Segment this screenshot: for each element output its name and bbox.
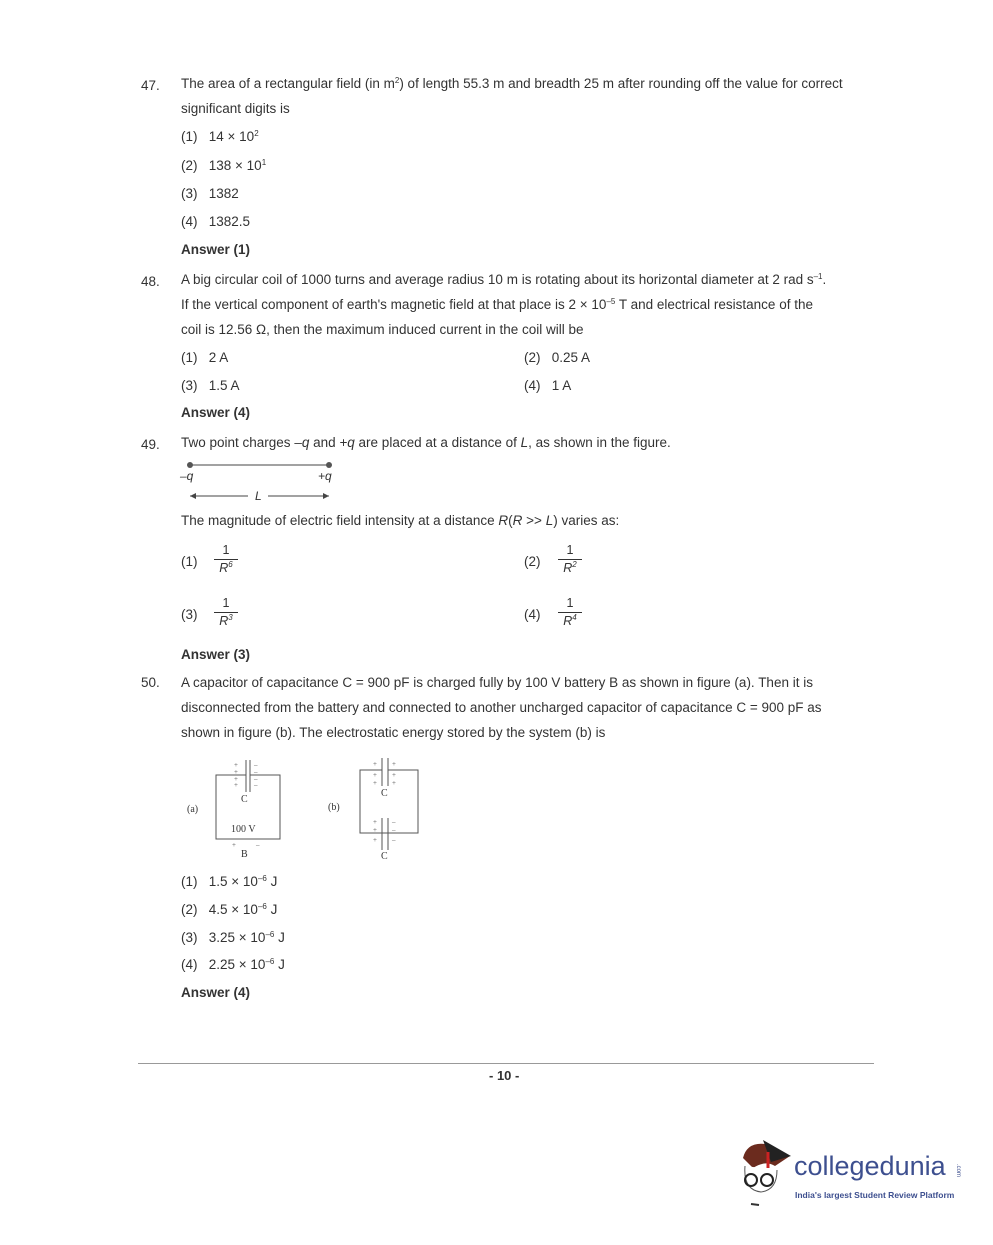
question-text: The magnitude of electric field intensity at a distance R(R >> L) varies as: [181,513,620,528]
capacitor-label: C [241,794,248,805]
option-4: (4) $2.25 \times 10^{-6}$ J [181,957,285,972]
figure-a-label: (a) [187,804,199,815]
capacitor-label: C [381,788,388,799]
question-text: If the vertical component of earth's magnetic field at that place is $2 \times 10^{-5}$ T and electrical resistance of the [181,297,813,312]
fraction-1: $\frac{1}{R^6}$ [214,543,238,575]
option-2: (2) $4.5 \times 10^{-6}$ J [181,902,278,917]
svg-text:+: + [392,771,396,779]
svg-text:–: – [254,781,258,789]
svg-text:–: – [392,826,396,834]
question-text: The area of a rectangular field (in $m^2$) of length 55.3 m and breadth 25 m after rounding off the value for correct [181,76,843,91]
logo-wordmark: collegedunia [794,1151,946,1181]
logo-tagline: India's largest Student Review Platform [795,1190,955,1200]
option-2: (2) [524,554,541,569]
svg-text:+: + [373,771,377,779]
svg-text:+: + [373,826,377,834]
fraction-4: $\frac{1}{R^4}$ [558,596,582,628]
question-number: 47. [141,78,160,93]
capacitor-label: C [381,851,388,862]
answer: Answer (4) [181,405,251,420]
answer: Answer (4) [181,985,251,1000]
option-4: (4) 1382.5 [181,214,251,229]
option-2: (2) $138 \times 10^1$ [181,158,267,173]
question-text: Two point charges –q and +q are placed at a distance of L, as shown in the figure. [181,435,671,450]
svg-text:+: + [234,775,238,783]
svg-text:+: + [373,779,377,787]
question-text: A capacitor of capacitance C = 900 pF is charged fully by 100 V battery B as shown in figure (a). Then it is [181,675,813,690]
answer: Answer (1) [181,242,251,257]
footer-divider [138,1063,874,1064]
voltage-label: 100 V [231,824,256,835]
capacitor-circuit-figure [170,750,440,865]
question-text: shown in figure (b). The electrostatic energy stored by the system (b) is [181,725,606,740]
svg-text:+: + [234,781,238,789]
option-4: (4) 1 A [524,378,572,393]
svg-text:+: + [373,818,377,826]
option-3: (3) 1.5 A [181,378,240,393]
fraction-3: $\frac{1}{R^3}$ [214,596,238,628]
svg-text:+: + [234,761,238,769]
battery-label: B [241,849,248,860]
option-4: (4) [524,607,541,622]
answer: Answer (3) [181,647,251,662]
question-text: significant digits is [181,101,290,116]
svg-text:+: + [392,760,396,768]
svg-text:–: – [392,836,396,844]
svg-text:+: + [392,779,396,787]
svg-text:+: + [373,760,377,768]
question-text: disconnected from the battery and connected to another uncharged capacitor of capacitance C = 900 pF as [181,700,822,715]
option-3: (3) [181,607,198,622]
option-1: (1) [181,554,198,569]
svg-text:–: – [254,775,258,783]
question-number: 50. [141,675,160,690]
option-3: (3) 1382 [181,186,239,201]
distance-label: L [255,489,262,503]
fraction-2: $\frac{1}{R^2}$ [558,543,582,575]
svg-text:–: – [392,818,396,826]
logo-com: .com [955,1164,961,1178]
svg-text:+: + [373,836,377,844]
option-1: (1) $1.5 \times 10^{-6}$ J [181,874,278,889]
figure-b-label: (b) [328,802,340,813]
page-number: - 10 - [489,1068,520,1083]
question-text: coil is 12.56 Ω, then the maximum induced current in the coil will be [181,322,584,337]
svg-text:–: – [254,768,258,776]
svg-text:–: – [254,761,258,769]
svg-text:+: + [234,768,238,776]
option-1: (1) $14 \times 10^2$ [181,129,259,144]
pos-charge-label: +q [318,469,332,483]
option-3: (3) $3.25 \times 10^{-6}$ J [181,930,285,945]
option-2: (2) 0.25 A [524,350,591,365]
question-number: 48. [141,274,160,289]
svg-text:–: – [256,841,260,849]
option-1: (1) 2 A [181,350,229,365]
question-text: A big circular coil of 1000 turns and average radius 10 m is rotating about its horizontal diameter at 2 rad $s^{-1}$. [181,272,827,287]
neg-charge-label: –q [180,469,194,483]
svg-text:+: + [232,841,236,849]
mascot-icon [735,1138,795,1208]
question-number: 49. [141,437,160,452]
